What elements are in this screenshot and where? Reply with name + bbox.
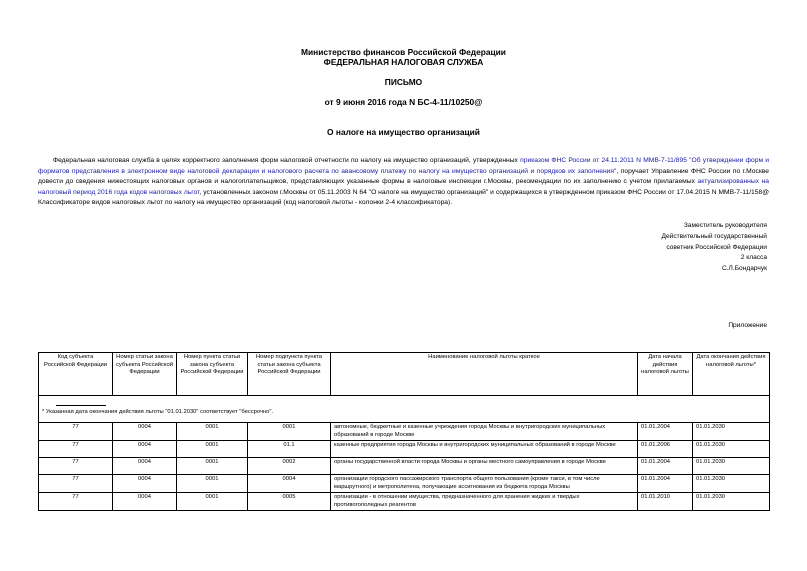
ministry-title: Министерство финансов Российской Федерации <box>301 47 506 57</box>
cell-article: 0004 <box>113 423 177 441</box>
cell-article: 0004 <box>113 475 177 493</box>
tax-benefits-table <box>38 352 770 511</box>
body-text-3: , установленных законом г.Москвы от 05.11.2003 N 64 "О налоге на имущество организаций" и содержащихся в утвержденном приказом ФНС России от 17.04.2015 N ММВ-7-11/158@ Классификаторе видов налоговых льгот по налогу на имущество организаций (код налоговой льготы - колонки 2-4 классификатора). <box>38 188 769 207</box>
cell-end-date: 01.01.2030 <box>693 423 770 441</box>
table-row <box>39 423 770 441</box>
cell-start-date: 01.01.2010 <box>638 493 693 511</box>
header-cell: Наименование налоговой льготы краткое <box>331 353 638 396</box>
header-cell: Дата окончания действия налоговой льготы* <box>693 353 770 396</box>
body-text-1: Федеральная налоговая служба в целях корректного заполнения форм налоговой отчетности по налогу на имущество организаций, утвержденных <box>53 157 521 164</box>
cell-clause: 0001 <box>177 441 248 458</box>
cell-subclause: 0001 <box>248 423 331 441</box>
cell-article: 0004 <box>113 441 177 458</box>
footnote-divider <box>56 405 106 406</box>
footnote-cell <box>39 396 770 423</box>
cell-benefit-name: автономные, бюджетные и казенные учреждения города Москвы и внутригородских муниципальных образований в городе Москве <box>331 423 638 441</box>
signature-line-4: 2 класса <box>740 254 767 262</box>
document-subject: О налоге на имущество организаций <box>327 127 480 137</box>
body-paragraph <box>38 156 769 209</box>
cell-clause: 0001 <box>177 475 248 493</box>
cell-start-date: 01.01.2006 <box>638 441 693 458</box>
cell-end-date: 01.01.2030 <box>693 475 770 493</box>
table-header-row <box>39 353 770 396</box>
table-row <box>39 458 770 475</box>
order-link[interactable]: приказом ФНС России от 24.11.2011 N ММВ-7-11/895 "Об утверждении форм и форматов представления в электронном виде налоговой декларации и налогового расчета по авансовому платежу по налогу на имущество организаций и порядков их заполнения" <box>38 157 770 175</box>
cell-article: 0004 <box>113 493 177 511</box>
cell-article: 0004 <box>113 458 177 475</box>
signature-block <box>662 221 768 275</box>
table-row <box>39 475 770 493</box>
signature-name: С.Л.Бондарчук <box>721 265 767 273</box>
cell-benefit-name: казенные предприятия города Москвы и внутригородских муниципальных образований в городе Москве <box>331 441 638 458</box>
cell-start-date: 01.01.2004 <box>638 423 693 441</box>
cell-benefit-name: органы государственной власти города Москвы и органы местного самоуправления в городе Москве <box>331 458 638 475</box>
cell-region-code: 77 <box>39 475 113 493</box>
document-date-number: от 9 июня 2016 года N БС-4-11/10250@ <box>324 97 483 107</box>
cell-clause: 0001 <box>177 423 248 441</box>
cell-subclause: 0002 <box>248 458 331 475</box>
cell-end-date: 01.01.2030 <box>693 441 770 458</box>
signature-line-1: Заместитель руководителя <box>683 222 767 229</box>
cell-clause: 0001 <box>177 458 248 475</box>
body-text-2: , поручает Управление ФНС России по г.Москве довести до сведения нижестоящих налоговых органов и налогоплательщиков, представляющих указанные формы в налоговые инспекции г.Москвы, рекомендации по их заполнению с учетом прилагаемых <box>38 167 769 186</box>
cell-subclause: 0004 <box>248 475 331 493</box>
signature-line-2: Действительный государственный <box>661 232 767 240</box>
footnote-row <box>39 396 770 423</box>
footnote-text: * Указанная дата окончания действия льготы "01.01.2030" соответствует "бессрочно". <box>42 409 274 415</box>
service-title: ФЕДЕРАЛЬНАЯ НАЛОГОВАЯ СЛУЖБА <box>323 57 484 67</box>
cell-start-date: 01.01.2004 <box>638 458 693 475</box>
cell-benefit-name: организации городского пассажирского транспорта общего пользования (кроме такси, в том числе маршрутного) и метрополитена, получающие ассигнования из бюджета города Москвы <box>331 475 638 493</box>
header-cell: Номер статьи закона субъекта Российской Федерации <box>113 353 177 396</box>
cell-benefit-name: организации - в отношении имущества, предназначенного для хранения жидких и твердых противогололедных реагентов <box>331 493 638 511</box>
header-cell: Номер пункта статьи закона субъекта Российской Федерации <box>177 353 248 396</box>
document-type: ПИСЬМО <box>384 77 423 87</box>
cell-region-code: 77 <box>39 493 113 511</box>
appendix-label: Приложение <box>728 322 767 329</box>
cell-region-code: 77 <box>39 458 113 475</box>
highlighted-text: актуализированных на налоговый период 2016 года кодов налоговых льгот <box>38 178 770 196</box>
header-cell: Дата начала действия налоговой льготы <box>638 353 693 396</box>
table-row <box>39 493 770 511</box>
cell-start-date: 01.01.2004 <box>638 475 693 493</box>
cell-subclause: 0005 <box>248 493 331 511</box>
cell-end-date: 01.01.2030 <box>693 493 770 511</box>
table-row <box>39 441 770 458</box>
cell-region-code: 77 <box>39 423 113 441</box>
cell-end-date: 01.01.2030 <box>693 458 770 475</box>
cell-clause: 0001 <box>177 493 248 511</box>
cell-subclause: 01.1 <box>248 441 331 458</box>
header-cell: Код субъекта Российской Федерации <box>39 353 113 396</box>
signature-line-3: советник Российской Федерации <box>666 243 767 251</box>
cell-region-code: 77 <box>39 441 113 458</box>
header-cell: Номер подпункта пункта статьи закона субъекта Российской Федерации <box>248 353 331 396</box>
